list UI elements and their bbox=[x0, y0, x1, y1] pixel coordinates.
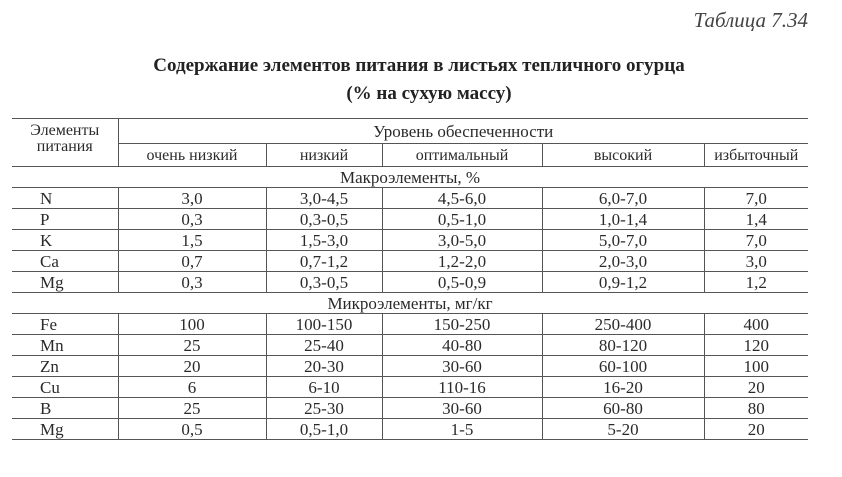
element-name-cell: P bbox=[12, 209, 118, 230]
elements-column-header bbox=[12, 119, 118, 167]
column-header: очень низкий bbox=[118, 144, 266, 167]
table-row bbox=[12, 377, 808, 398]
table-row bbox=[12, 314, 808, 335]
section-header-row bbox=[12, 167, 808, 188]
column-header: высокий bbox=[542, 144, 704, 167]
element-name-cell: Ca bbox=[12, 251, 118, 272]
value-cell: 110-16 bbox=[382, 377, 542, 398]
value-cell: 3,0 bbox=[118, 188, 266, 209]
value-cell: 0,5 bbox=[118, 419, 266, 440]
value-cell: 0,3 bbox=[118, 209, 266, 230]
value-cell: 1,2-2,0 bbox=[382, 251, 542, 272]
value-cell: 1,0-1,4 bbox=[542, 209, 704, 230]
value-cell: 1,5-3,0 bbox=[266, 230, 382, 251]
value-cell: 6-10 bbox=[266, 377, 382, 398]
element-name-cell: Mg bbox=[12, 419, 118, 440]
value-cell: 0,3 bbox=[118, 272, 266, 293]
section-title: Микроэлементы, мг/кг bbox=[12, 293, 808, 314]
table-row bbox=[12, 251, 808, 272]
value-cell: 100-150 bbox=[266, 314, 382, 335]
table-row bbox=[12, 272, 808, 293]
value-cell: 120 bbox=[704, 335, 808, 356]
value-cell: 25-30 bbox=[266, 398, 382, 419]
value-cell: 0,7-1,2 bbox=[266, 251, 382, 272]
value-cell: 20-30 bbox=[266, 356, 382, 377]
value-cell: 7,0 bbox=[704, 188, 808, 209]
value-cell: 5-20 bbox=[542, 419, 704, 440]
value-cell: 30-60 bbox=[382, 398, 542, 419]
element-name-cell: Mn bbox=[12, 335, 118, 356]
table-row bbox=[12, 419, 808, 440]
value-cell: 20 bbox=[704, 419, 808, 440]
value-cell: 0,9-1,2 bbox=[542, 272, 704, 293]
value-cell: 16-20 bbox=[542, 377, 704, 398]
value-cell: 80-120 bbox=[542, 335, 704, 356]
element-name-cell: Fe bbox=[12, 314, 118, 335]
table-row bbox=[12, 209, 808, 230]
column-header: оптимальный bbox=[382, 144, 542, 167]
value-cell: 400 bbox=[704, 314, 808, 335]
value-cell: 0,5-1,0 bbox=[266, 419, 382, 440]
section-header-row bbox=[12, 293, 808, 314]
value-cell: 5,0-7,0 bbox=[542, 230, 704, 251]
nutrient-table bbox=[12, 118, 808, 440]
value-cell: 25 bbox=[118, 398, 266, 419]
table-row bbox=[12, 398, 808, 419]
value-cell: 60-100 bbox=[542, 356, 704, 377]
value-cell: 0,3-0,5 bbox=[266, 209, 382, 230]
elements-header-line1: Элементы bbox=[30, 122, 100, 139]
value-cell: 20 bbox=[118, 356, 266, 377]
table-subtitle: (% на сухую массу) bbox=[346, 83, 512, 104]
value-cell: 80 bbox=[704, 398, 808, 419]
value-cell: 20 bbox=[704, 377, 808, 398]
value-cell: 250-400 bbox=[542, 314, 704, 335]
element-name-cell: Zn bbox=[12, 356, 118, 377]
value-cell: 1-5 bbox=[382, 419, 542, 440]
value-cell: 4,5-6,0 bbox=[382, 188, 542, 209]
value-cell: 25-40 bbox=[266, 335, 382, 356]
table-body bbox=[12, 167, 808, 440]
value-cell: 40-80 bbox=[382, 335, 542, 356]
value-cell: 3,0-4,5 bbox=[266, 188, 382, 209]
value-cell: 150-250 bbox=[382, 314, 542, 335]
element-name-cell: N bbox=[12, 188, 118, 209]
value-cell: 0,5-0,9 bbox=[382, 272, 542, 293]
value-cell: 6 bbox=[118, 377, 266, 398]
value-cell: 3,0-5,0 bbox=[382, 230, 542, 251]
table-row bbox=[12, 356, 808, 377]
elements-header-line2: питания bbox=[36, 138, 93, 155]
level-group-header: Уровень обеспеченности bbox=[118, 119, 808, 144]
value-cell: 0,7 bbox=[118, 251, 266, 272]
column-header: низкий bbox=[266, 144, 382, 167]
table-number-label: Таблица 7.34 bbox=[693, 8, 808, 32]
value-cell: 1,5 bbox=[118, 230, 266, 251]
element-name-cell: Mg bbox=[12, 272, 118, 293]
value-cell: 6,0-7,0 bbox=[542, 188, 704, 209]
value-cell: 30-60 bbox=[382, 356, 542, 377]
element-name-cell: K bbox=[12, 230, 118, 251]
column-header: избыточный bbox=[704, 144, 808, 167]
value-cell: 7,0 bbox=[704, 230, 808, 251]
table-row bbox=[12, 188, 808, 209]
element-name-cell: B bbox=[12, 398, 118, 419]
table-row bbox=[12, 335, 808, 356]
section-title: Макроэлементы, % bbox=[12, 167, 808, 188]
value-cell: 0,3-0,5 bbox=[266, 272, 382, 293]
value-cell: 1,2 bbox=[704, 272, 808, 293]
table-title: Содержание элементов питания в листьях тепличного огурца bbox=[153, 55, 685, 76]
value-cell: 3,0 bbox=[704, 251, 808, 272]
value-cell: 0,5-1,0 bbox=[382, 209, 542, 230]
table-row bbox=[12, 230, 808, 251]
value-cell: 100 bbox=[118, 314, 266, 335]
value-cell: 25 bbox=[118, 335, 266, 356]
value-cell: 100 bbox=[704, 356, 808, 377]
value-cell: 2,0-3,0 bbox=[542, 251, 704, 272]
element-name-cell: Cu bbox=[12, 377, 118, 398]
value-cell: 60-80 bbox=[542, 398, 704, 419]
value-cell: 1,4 bbox=[704, 209, 808, 230]
